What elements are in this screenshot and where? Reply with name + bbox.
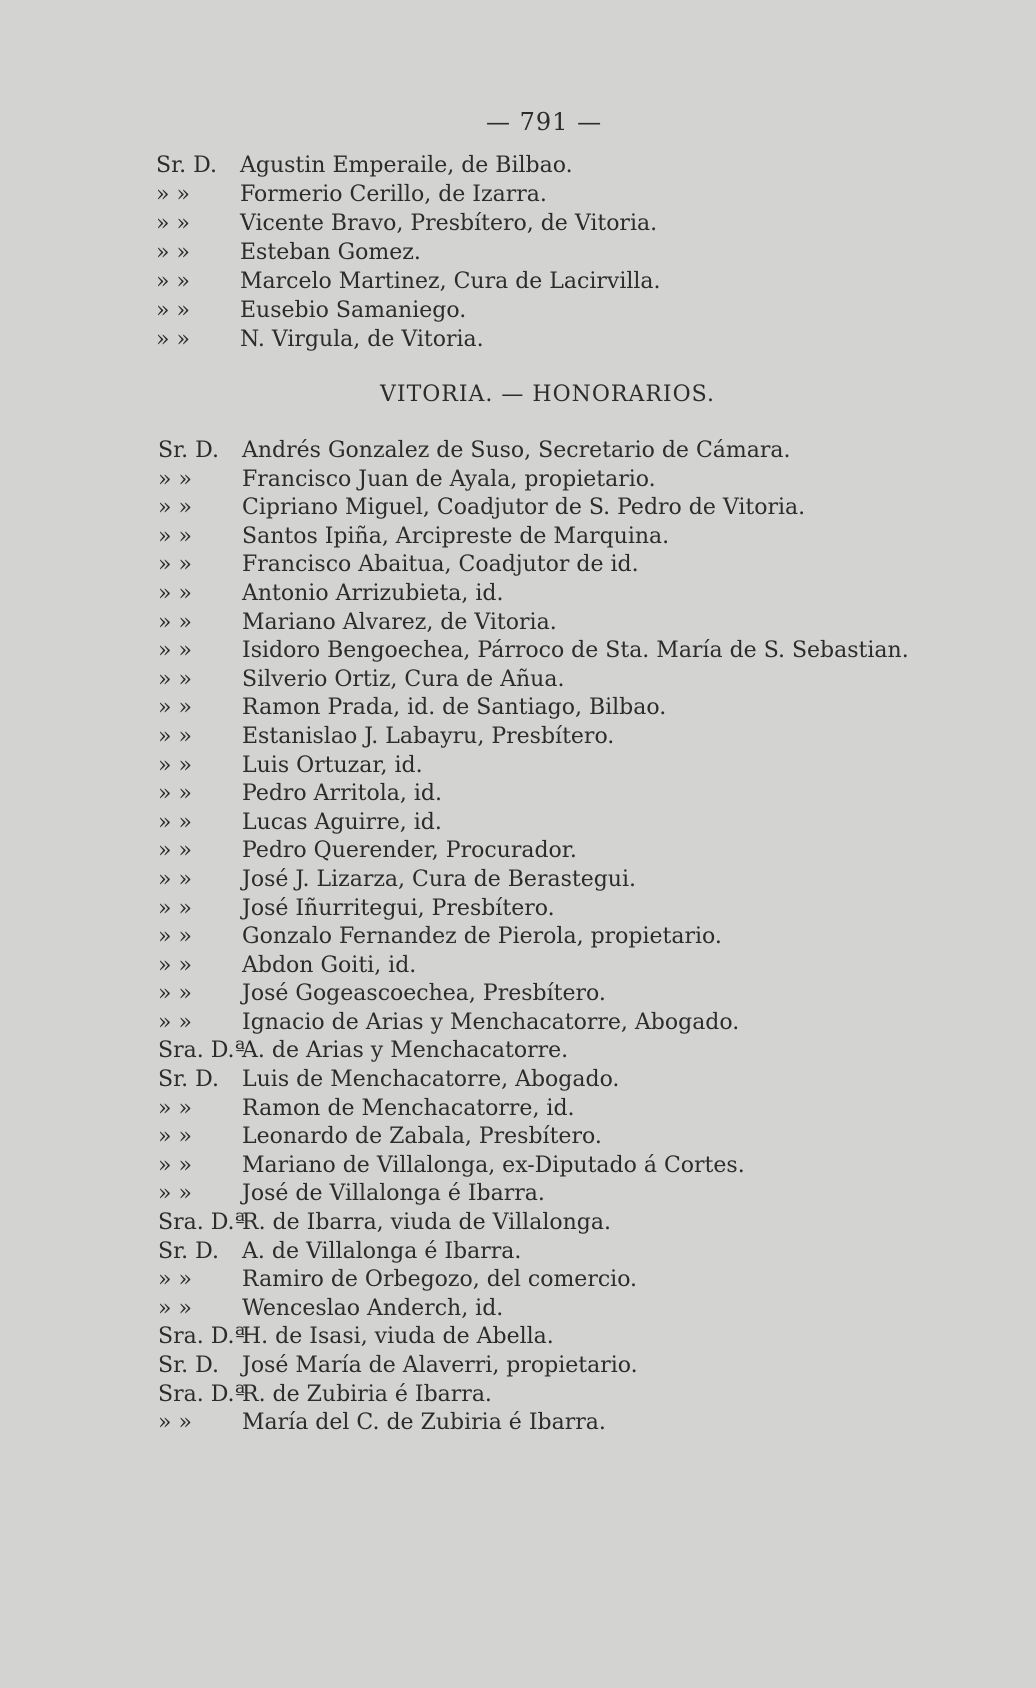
item-text: Formerio Cerillo, de Izarra.: [240, 182, 547, 207]
item-prefix: » »: [158, 609, 192, 635]
page-number: — 791 —: [486, 108, 603, 136]
item-prefix: » »: [158, 981, 192, 1007]
item-text: Luis de Menchacatorre, Abogado.: [242, 1067, 620, 1093]
item-text: N. Virgula, de Vitoria.: [240, 327, 484, 352]
item-text: Silverio Ortiz, Cura de Añua.: [242, 666, 565, 692]
member-list-top: [156, 151, 661, 354]
item-prefix: » »: [156, 211, 190, 236]
list-item: [158, 1037, 909, 1066]
item-text: Cipriano Miguel, Coadjutor de S. Pedro de Vitoria.: [242, 495, 806, 521]
list-item: [158, 1066, 909, 1095]
list-item: [158, 980, 909, 1009]
item-text: Ramiro de Orbegozo, del comercio.: [242, 1267, 638, 1293]
item-prefix: » »: [158, 1410, 192, 1436]
item-prefix: » »: [158, 809, 192, 835]
list-item: [158, 1381, 909, 1410]
item-text: Ignacio de Arias y Menchacatorre, Abogado.: [242, 1009, 740, 1035]
item-text: Vicente Bravo, Presbítero, de Vitoria.: [240, 211, 658, 236]
item-prefix: » »: [158, 580, 192, 606]
item-prefix: » »: [156, 269, 190, 294]
item-text: H. de Isasi, viuda de Abella.: [242, 1324, 554, 1350]
item-text: R. de Ibarra, viuda de Villalonga.: [242, 1210, 611, 1236]
list-item: [158, 523, 909, 552]
item-prefix: Sra. D.ª: [158, 1038, 245, 1064]
list-item: [158, 437, 909, 466]
item-text: Antonio Arrizubieta, id.: [242, 580, 504, 606]
item-prefix: » »: [158, 1009, 192, 1035]
list-item: [158, 752, 909, 781]
list-item: [156, 267, 661, 296]
list-item: [158, 1123, 909, 1152]
list-item: [158, 1209, 909, 1238]
item-prefix: » »: [158, 666, 192, 692]
list-item: [156, 296, 661, 325]
item-prefix: » »: [158, 866, 192, 892]
item-text: María del C. de Zubiria é Ibarra.: [242, 1410, 606, 1436]
list-item: [156, 151, 661, 180]
item-text: A. de Arias y Menchacatorre.: [242, 1038, 569, 1064]
list-item: [156, 180, 661, 209]
item-prefix: » »: [158, 1124, 192, 1150]
item-prefix: Sra. D.ª: [158, 1324, 245, 1350]
list-item: [158, 1266, 909, 1295]
list-item: [158, 809, 909, 838]
item-text: Pedro Arritola, id.: [242, 781, 442, 807]
item-prefix: » »: [158, 1267, 192, 1293]
list-item: [158, 866, 909, 895]
list-item: [158, 1352, 909, 1381]
list-item: [158, 494, 909, 523]
list-item: [158, 895, 909, 924]
list-item: [158, 551, 909, 580]
item-prefix: Sr. D.: [156, 153, 218, 178]
item-text: Leonardo de Zabala, Presbítero.: [242, 1124, 602, 1150]
list-item: [156, 209, 661, 238]
list-item: [158, 637, 909, 666]
item-prefix: » »: [156, 298, 190, 323]
item-text: José Iñurritegui, Presbítero.: [242, 895, 555, 921]
item-text: Eusebio Samaniego.: [240, 298, 467, 323]
list-item: [158, 952, 909, 981]
item-prefix: » »: [156, 182, 190, 207]
item-text: José de Villalonga é Ibarra.: [242, 1181, 545, 1207]
item-prefix: Sr. D.: [158, 1353, 220, 1378]
section-heading: VITORIA. — HONORARIOS.: [380, 382, 715, 407]
item-prefix: » »: [158, 1152, 192, 1178]
list-item: [158, 1295, 909, 1324]
item-text: Santos Ipiña, Arcipreste de Marquina.: [242, 523, 670, 549]
item-prefix: » »: [156, 327, 190, 352]
item-text: Francisco Juan de Ayala, propietario.: [242, 466, 656, 492]
item-prefix: Sr. D.: [158, 1238, 220, 1264]
item-text: Marcelo Martinez, Cura de Lacirvilla.: [240, 269, 661, 294]
item-text: Esteban Gomez.: [240, 240, 421, 265]
item-text: Andrés Gonzalez de Suso, Secretario de Cámara.: [242, 438, 791, 463]
item-prefix: » »: [158, 1181, 192, 1207]
list-item: [158, 723, 909, 752]
item-text: Estanislao J. Labayru, Presbítero.: [242, 723, 615, 749]
item-prefix: » »: [158, 552, 192, 578]
item-text: Mariano de Villalonga, ex-Diputado á Cortes.: [242, 1152, 745, 1178]
item-prefix: » »: [158, 781, 192, 807]
member-list-honorarios: [158, 437, 909, 1438]
item-prefix: » »: [158, 523, 192, 549]
item-prefix: Sr. D.: [158, 438, 220, 463]
item-prefix: » »: [156, 240, 190, 265]
item-text: Wenceslao Anderch, id.: [242, 1295, 504, 1321]
item-text: José J. Lizarza, Cura de Berastegui.: [242, 866, 637, 892]
list-item: [156, 238, 661, 267]
item-text: Gonzalo Fernandez de Pierola, propietario.: [242, 924, 722, 950]
item-prefix: » »: [158, 638, 192, 664]
list-item: [158, 666, 909, 695]
item-text: Abdon Goiti, id.: [242, 952, 417, 978]
list-item: [158, 923, 909, 952]
item-prefix: » »: [158, 924, 192, 950]
item-text: R. de Zubiria é Ibarra.: [242, 1381, 492, 1407]
list-item: [158, 580, 909, 609]
item-prefix: » »: [158, 952, 192, 978]
item-text: José Gogeascoechea, Presbítero.: [242, 981, 606, 1007]
item-prefix: » »: [158, 895, 192, 921]
item-prefix: » »: [158, 723, 192, 749]
item-prefix: Sra. D.ª: [158, 1381, 245, 1407]
item-prefix: » »: [158, 695, 192, 721]
list-item: [158, 837, 909, 866]
item-prefix: » »: [158, 838, 192, 864]
list-item: [158, 1323, 909, 1352]
item-text: Pedro Querender, Procurador.: [242, 838, 577, 864]
list-item: [158, 1009, 909, 1038]
item-text: Lucas Aguirre, id.: [242, 809, 442, 835]
item-text: José María de Alaverri, propietario.: [242, 1353, 638, 1378]
item-prefix: Sr. D.: [158, 1067, 220, 1093]
item-text: Ramon Prada, id. de Santiago, Bilbao.: [242, 695, 667, 721]
list-item: [158, 1095, 909, 1124]
item-prefix: » »: [158, 1295, 192, 1321]
item-prefix: » »: [158, 1095, 192, 1121]
item-prefix: » »: [158, 495, 192, 521]
list-item: [158, 1409, 909, 1438]
item-prefix: » »: [158, 466, 192, 492]
list-item: [158, 780, 909, 809]
item-text: Ramon de Menchacatorre, id.: [242, 1095, 575, 1121]
item-text: A. de Villalonga é Ibarra.: [242, 1238, 522, 1264]
item-text: Mariano Alvarez, de Vitoria.: [242, 609, 557, 635]
item-text: Francisco Abaitua, Coadjutor de id.: [242, 552, 639, 578]
item-text: Isidoro Bengoechea, Párroco de Sta. María de S. Sebastian.: [242, 638, 909, 664]
item-prefix: Sra. D.ª: [158, 1210, 245, 1236]
item-text: Agustin Emperaile, de Bilbao.: [240, 153, 573, 178]
list-item: [158, 466, 909, 495]
list-item: [158, 609, 909, 638]
list-item: [156, 325, 661, 354]
list-item: [158, 694, 909, 723]
list-item: [158, 1180, 909, 1209]
item-prefix: » »: [158, 752, 192, 778]
item-text: Luis Ortuzar, id.: [242, 752, 423, 778]
list-item: [158, 1152, 909, 1181]
list-item: [158, 1238, 909, 1267]
